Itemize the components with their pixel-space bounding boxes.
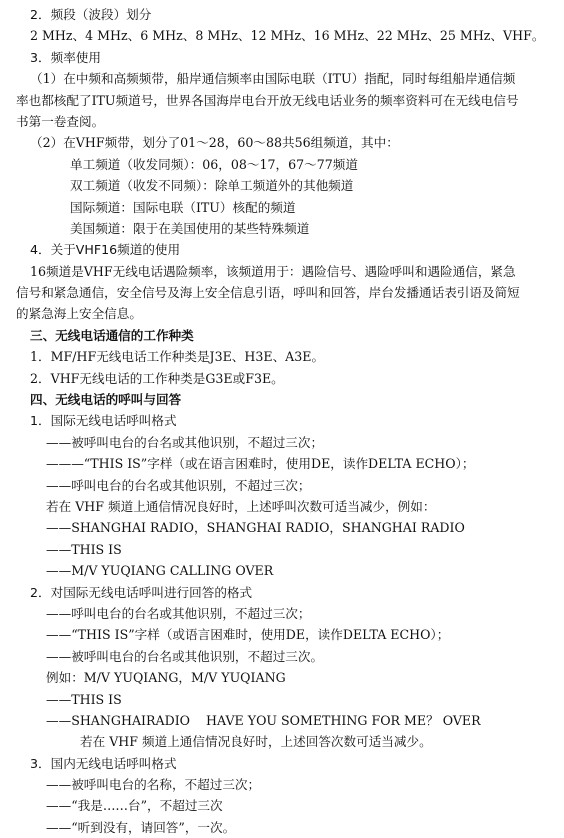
list-item: ——SHANGHAI RADIO，SHANGHAI RADIO，SHANGHAI RADIO xyxy=(46,520,465,536)
list-item: ———“THIS IS”字样（或在语言困难时，使用DE，读作DELTA ECHO）； xyxy=(46,456,475,472)
list-item: ——“我是……台”，不超过三次 xyxy=(46,798,223,814)
paragraph-line: （2）在VHF频带，划分了01～28，60～88共56组频道，其中： xyxy=(30,135,399,151)
list-item: ——“THIS IS”字样（或语言困难时，使用DE，读作DELTA ECHO）； xyxy=(46,627,450,643)
paragraph-line: 2．VHF无线电话的工作种类是G3E或F3E。 xyxy=(30,370,284,386)
paragraph-line: 16频道是VHF无线电话遇险频率，该频道用于：遇险信号、遇险呼叫和遇险通信，紧急 xyxy=(30,263,516,279)
paragraph-line: 信号和紧急通信，安全信号及海上安全信息引语，呼叫和回答，岸台发播通话表引语及简短 xyxy=(16,285,520,301)
list-item: ——THIS IS xyxy=(46,541,122,557)
paragraph-line: 1．MF/HF无线电话工作种类是J3E、H3E、A3E。 xyxy=(30,349,325,365)
list-item: ——被呼叫电台的台名或其他识别，不超过三次； xyxy=(46,434,324,450)
list-item: ——“听到没有，请回答”，一次。 xyxy=(46,819,236,835)
section-heading: 四、无线电话的呼叫与回答 xyxy=(30,392,182,408)
subsection-heading: 2．对国际无线电话呼叫进行回答的格式 xyxy=(30,584,253,600)
paragraph-line: 率也都核配了ITU频道号，世界各国海岸电台开放无线电话业务的频率资料可在无线电信号 xyxy=(16,92,519,108)
paragraph-line: 2 MHz、4 MHz、6 MHz、8 MHz、12 MHz、16 MHz、22 MHz、25 MHz、VHF。 xyxy=(30,28,545,44)
paragraph-line: 例如：M/V YUQIANG，M/V YUQIANG xyxy=(46,670,286,686)
list-item: 国际频道：国际电联（ITU）核配的频道 xyxy=(70,199,296,215)
paragraph-line: 的紧急海上安全信息。 xyxy=(16,306,142,322)
subsection-heading: 3．频率使用 xyxy=(30,49,101,65)
paragraph-line: 书第一卷查阅。 xyxy=(16,113,105,129)
list-item: 单工频道（收发同频）：06，08～17，67～77频道 xyxy=(70,156,358,172)
paragraph-line: 若在 VHF 频道上通信情况良好时，上述呼叫次数可适当减少，例如： xyxy=(46,498,436,514)
subsection-heading: 3．国内无线电话呼叫格式 xyxy=(30,755,177,771)
subsection-heading: 4．关于VHF16频道的使用 xyxy=(30,242,181,258)
subsection-heading: 2．频段（波段）划分 xyxy=(30,7,152,22)
list-item: ——呼叫电台的台名或其他识别，不超过三次； xyxy=(46,605,311,621)
list-item: 双工频道（收发不同频）：除单工频道外的其他频道 xyxy=(70,178,354,194)
list-item: ——SHANGHAIRADIO HAVE YOU SOMETHING FOR ME？ OVER xyxy=(46,712,481,728)
section-heading: 三、无线电话通信的工作种类 xyxy=(30,327,194,343)
list-item: ——THIS IS xyxy=(46,691,122,707)
subsection-heading: 1．国际无线电话呼叫格式 xyxy=(30,413,177,429)
paragraph-line: 若在 VHF 频道上通信情况良好时，上述回答次数可适当减少。 xyxy=(80,734,432,750)
list-item: ——呼叫电台的台名或其他识别，不超过三次； xyxy=(46,477,311,493)
list-item: ——M/V YUQIANG CALLING OVER xyxy=(46,563,274,579)
list-item: ——被呼叫电台的台名或其他识别，不超过三次。 xyxy=(46,648,324,664)
list-item: 美国频道：限于在美国使用的某些特殊频道 xyxy=(70,220,310,236)
list-item: ——被呼叫电台的名称，不超过三次； xyxy=(46,777,261,793)
paragraph-line: （1）在中频和高频频带，船岸通信频率由国际电联（ITU）指配，同时每组船岸通信频 xyxy=(30,71,516,87)
